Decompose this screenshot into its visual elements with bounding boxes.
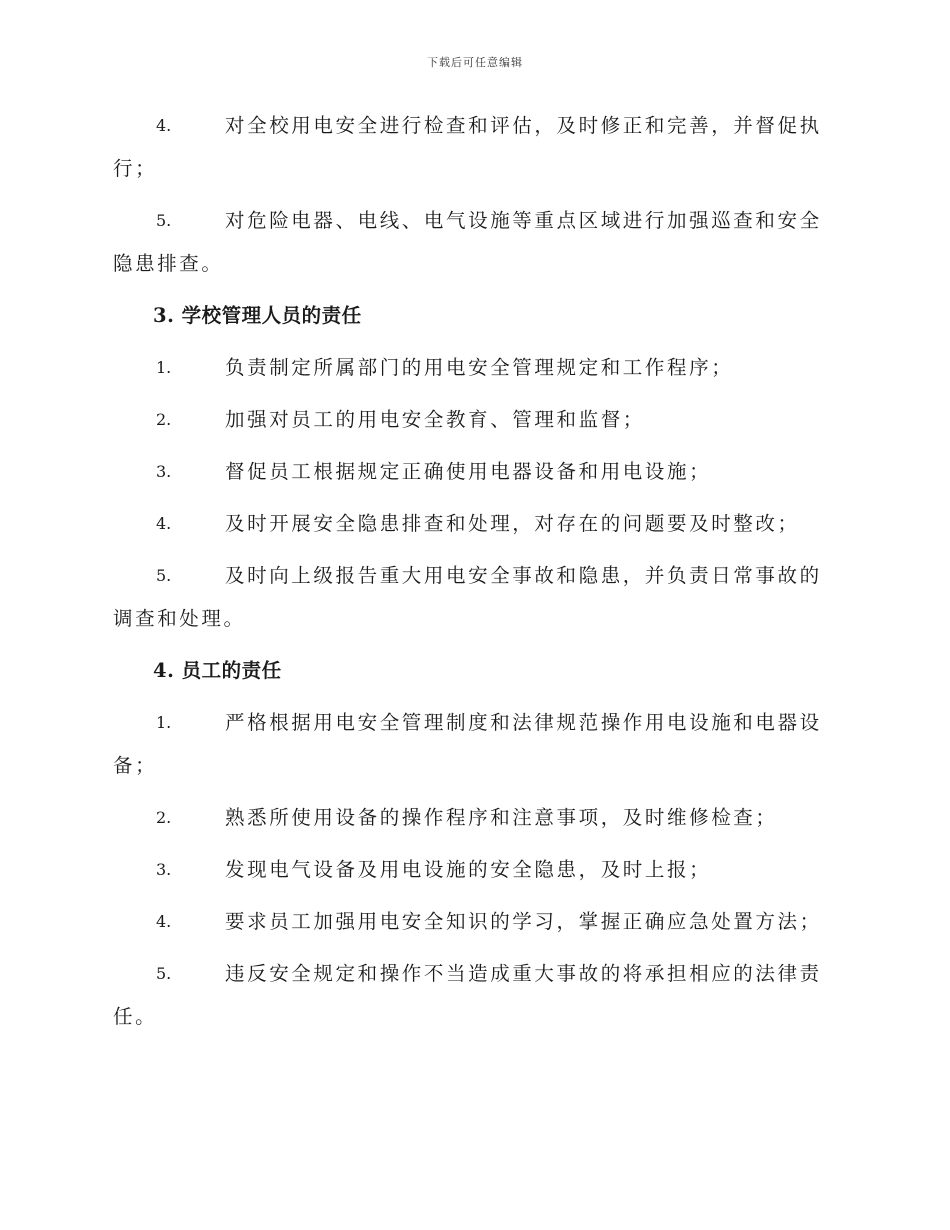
list-item [113, 848, 835, 891]
list-item-number: 3. [156, 462, 172, 481]
list-item-text: 及时向上级报告重大用电安全事故和隐患，并负责日常事故的调查和处理。 [113, 564, 822, 630]
list-item [113, 346, 835, 389]
list-item-number: 3. [156, 860, 172, 879]
list-item-text: 发现电气设备及用电设施的安全隐患，及时上报； [225, 858, 712, 881]
list-item-number: 5. [156, 566, 172, 585]
list-item-text: 要求员工加强用电安全知识的学习，掌握正确应急处置方法； [225, 910, 822, 933]
list-item [113, 502, 835, 545]
list-item-number: 4. [156, 116, 172, 135]
list-item-text: 督促员工根据规定正确使用电器设备和用电设施； [225, 460, 712, 483]
list-item [113, 104, 835, 190]
list-item-text: 对全校用电安全进行检查和评估，及时修正和完善，并督促执行； [113, 114, 822, 180]
list-item [113, 796, 835, 839]
list-item-text: 违反安全规定和操作不当造成重大事故的将承担相应的法律责任。 [113, 962, 822, 1028]
list-item [113, 450, 835, 493]
list-item [113, 701, 835, 787]
list-item-number: 2. [156, 410, 172, 429]
list-item [113, 398, 835, 441]
list-item-number: 5. [156, 211, 172, 230]
list-item-number: 1. [156, 358, 172, 377]
page-header: 下载后可任意编辑 [427, 56, 523, 69]
section-heading: 3. 学校管理人员的责任 [153, 304, 362, 327]
list-item-text: 对危险电器、电线、电气设施等重点区域进行加强巡查和安全隐患排查。 [113, 209, 822, 275]
list-item-text: 及时开展安全隐患排查和处理，对存在的问题要及时整改； [225, 512, 800, 535]
list-item-number: 1. [156, 713, 172, 732]
list-item-text: 熟悉所使用设备的操作程序和注意事项，及时维修检查； [225, 806, 778, 829]
list-item [113, 554, 835, 640]
list-item-number: 5. [156, 964, 172, 983]
list-item-text: 加强对员工的用电安全教育、管理和监督； [225, 408, 645, 431]
list-item [113, 952, 835, 1038]
document-body [113, 104, 835, 1047]
list-item-text: 严格根据用电安全管理制度和法律规范操作用电设施和电器设备； [113, 711, 822, 777]
list-item [113, 900, 835, 943]
list-item-number: 4. [156, 514, 172, 533]
section-heading: 4. 员工的责任 [153, 659, 282, 682]
list-item-number: 2. [156, 808, 172, 827]
list-item-number: 4. [156, 912, 172, 931]
list-item-text: 负责制定所属部门的用电安全管理规定和工作程序； [225, 356, 734, 379]
list-item [113, 199, 835, 285]
